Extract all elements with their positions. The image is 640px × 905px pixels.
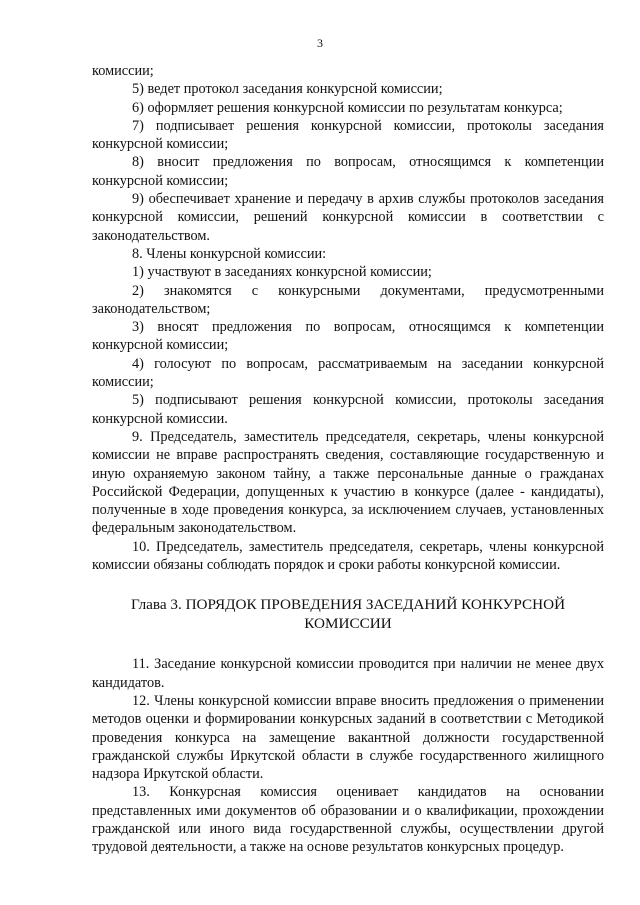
paragraph: 9. Председатель, заместитель председателя, секретарь, члены конкурсной комиссии не вправе распространять сведения, составляющие государственную и иную охраняемую законом тайну, а также персональные данные о гражданах Российской Федерации, допущенных к участию в конкурсе (далее - кандидаты), полученные в ходе проведения конкурса, за исключением случаев, установленных федеральным законодательством.: [92, 428, 604, 537]
paragraph: 6) оформляет решения конкурсной комиссии по результатам конкурса;: [132, 99, 563, 116]
paragraph: 13. Конкурсная комиссия оценивает кандидатов на основании представленных ими документов об образовании и о квалификации, прохождении гражданской или иного вида государственной службы, осуществлении другой трудовой деятельности, а также на основе результатов конкурсных процедур.: [92, 784, 604, 856]
paragraph: 4) голосуют по вопросам, рассматриваемым на заседании конкурсной комиссии;: [92, 355, 604, 391]
section-after-chapter: [92, 655, 604, 856]
page-number: 3: [317, 36, 323, 50]
paragraph: 3) вносят предложения по вопросам, относящимся к компетенции конкурсной комиссии;: [92, 319, 604, 354]
paragraph: 8) вносит предложения по вопросам, относящимся к компетенции конкурсной комиссии;: [92, 154, 604, 189]
paragraph: 2) знакомятся с конкурсными документами, предусмотренными законодательством;: [92, 282, 604, 317]
chapter-title: Глава 3. ПОРЯДОК ПРОВЕДЕНИЯ ЗАСЕДАНИЙ КОНКУРСНОЙ КОМИССИИ: [130, 596, 566, 633]
paragraph: 1) участвуют в заседаниях конкурсной комиссии;: [132, 264, 432, 281]
paragraph: 5) подписывают решения конкурсной комиссии, протоколы заседания конкурсной комиссии.: [92, 392, 604, 427]
paragraph: 9) обеспечивает хранение и передачу в архив службы протоколов заседания конкурсной комиссии, решений конкурсной комиссии в соответствии с законодательством.: [92, 191, 604, 244]
paragraph: 5) ведет протокол заседания конкурсной комиссии;: [132, 81, 443, 98]
paragraph: 7) подписывает решения конкурсной комиссии, протоколы заседания конкурсной комиссии;: [92, 117, 604, 153]
paragraph: 11. Заседание конкурсной комиссии проводится при наличии не менее двух кандидатов.: [92, 656, 604, 691]
paragraph: 8. Члены конкурсной комиссии:: [132, 245, 327, 262]
section-before-chapter: [92, 62, 604, 574]
document-body: [92, 62, 604, 857]
paragraph: 10. Председатель, заместитель председателя, секретарь, члены конкурсной комиссии обязаны соблюдать порядок и сроки работы конкурсной комиссии.: [92, 538, 604, 574]
paragraph: комиссии;: [92, 63, 154, 79]
paragraph: 12. Члены конкурсной комиссии вправе вносить предложения о применении методов оценки и формировании конкурсных заданий в соответствии с Методикой проведения конкурса на замещение вакантной должности государственной гражданской службы Иркутской области в службе государственного жилищного надзора Иркутской области.: [92, 692, 604, 783]
